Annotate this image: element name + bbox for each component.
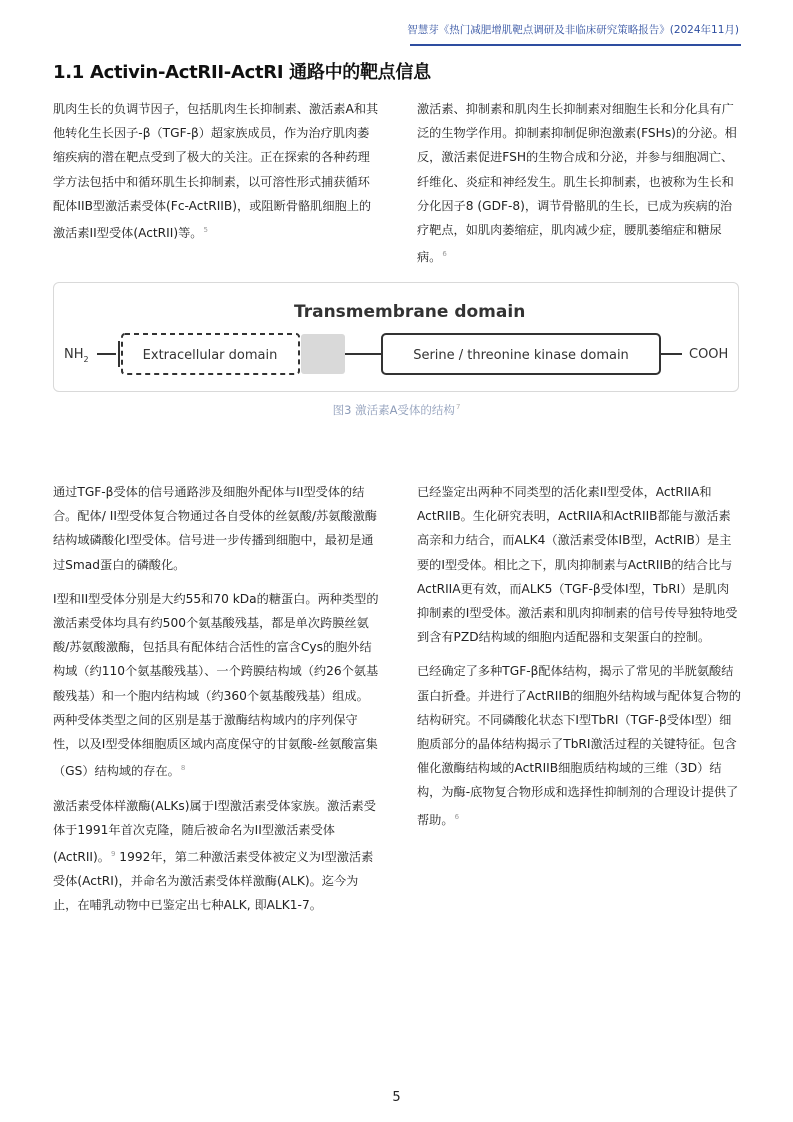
citation-ref: 8: [180, 764, 186, 773]
citation-ref: 7: [455, 403, 461, 412]
paragraph-text: 激活素受体样激酶(ALKs)属于I型激活素受体家族。激活素受体于1991年首次克隆，随后被命名为II型激活素受体(ActRII)。: [53, 798, 376, 864]
extracellular-domain-label: Extracellular domain: [142, 348, 278, 363]
page-header: [0, 0, 793, 50]
citation-ref: 6: [454, 812, 460, 821]
intro-right-paragraph: [417, 97, 741, 269]
paragraph-text: 已经鉴定出两种不同类型的活化素II型受体，ActRIIA和ActRIIB。生化研究表明，ActRIIA和ActRIIB都能与激活素高亲和力结合，而ALK4（激活素受体IB型，ActRIB）是主要的I型受体。相比之下，肌肉抑制素与ActRIIB的结合比与ActRIIA更有效，而ALK5（TGF-β受体I型，TbRI）是肌肉抑制素的I型受体。激活素和肌肉抑制素的信号传导独特地受到含有PZD结构域的细胞内适配器和支架蛋白的控制。: [417, 485, 738, 645]
n-terminus-label: $NH_2$: [64, 347, 89, 364]
citation-ref: 5: [203, 226, 208, 235]
paragraph-text: 1992年，第二种激活素受体被定义为I型激活素受体(ActRI)，并命名为激活素受体样激酶(ALK)。迄今为止，在哺乳动物中已鉴定出七种ALK, 即ALK1-7。: [53, 849, 374, 913]
header-title: 智慧芽《热门减肥增肌靶点调研及非临床研究策略报告》(2024年11月): [407, 24, 739, 36]
citation-ref: 9: [110, 849, 116, 858]
paragraph-text: 已经确定了多种TGF-β配体结构，揭示了常见的半胱氨酸结蛋白折叠。并进行了ActRIIB的细胞外结构域与配体复合物的结构研究。不同磷酸化状态下I型TbRI（TGF-β受体I型）细胞质部分的晶体结构揭示了TbRI激活过程的关键特征。包含催化激酶结构域的ActRIIB细胞质结构域的三维（3D）结构，为酶-底物复合物形成和选择性抑制剂的合理设计提供了帮助。: [417, 664, 741, 827]
paragraph-text: I型和II型受体分别是大约55和70 kDa的糖蛋白。两种类型的激活素受体均具有约500个氨基酸残基，都是单次跨膜丝氨酸/苏氨酸激酶，包括具有配体结合活性的富含Cys的胞外结构域（约110个氨基酸残基）、一个跨膜结构域（约26个氨基酸残基）和一个胞内结构域（约360个氨基酸残基）组成。两种受体类型之间的区别是基于激酶结构域内的序列保守性，以及I型受体细胞质区域内高度保守的甘氨酸-丝氨酸富集（GS）结构域的存在。: [53, 591, 379, 779]
figure-caption-text: 图3 激活素A受体的结构: [332, 403, 455, 417]
body-paragraph: [53, 587, 379, 784]
figure-caption: [0, 402, 793, 418]
c-terminus-label: COOH: [689, 347, 729, 362]
intro-right-text: 激活素、抑制素和肌肉生长抑制素对细胞生长和分化具有广泛的生物学作用。抑制素抑制促卵泡激素(FSHs)的分泌。相反，激活素促进FSH的生物合成和分泌，并参与细胞凋亡、纤维化、炎症和神经发生。肌生长抑制素，也被称为生长和分化因子8 (GDF-8)，调节骨骼肌的生长，已成为疾病的治疗靶点，如肌肉萎缩症，肌肉减少症，腰肌萎缩症和糖尿病。: [417, 102, 737, 265]
intro-left-column: [53, 97, 379, 245]
body-paragraph: [53, 794, 379, 918]
body-paragraph: [417, 659, 741, 831]
paragraph-text: 通过TGF-β受体的信号通路涉及细胞外配体与II型受体的结合。配体/ II型受体复合物通过各自受体的丝氨酸/苏氨酸激酶结构域磷酸化I型受体。信号进一步传播到细胞中，最初是通过Smad蛋白的磷酸化。: [53, 485, 377, 572]
receptor-structure-diagram: [54, 283, 740, 393]
body-right-column: [417, 480, 741, 832]
intro-right-column: [417, 97, 741, 269]
header-rule: [410, 44, 741, 46]
body-paragraph: [417, 480, 741, 649]
diagram-title: Transmembrane domain: [294, 302, 526, 322]
intro-left-paragraph: [53, 97, 379, 245]
receptor-structure-figure: [53, 282, 739, 392]
intro-left-text: 肌肉生长的负调节因子，包括肌肉生长抑制素、激活素A和其他转化生长因子-β（TGF-β）超家族成员，作为治疗肌肉萎缩疾病的潜在靶点受到了极大的关注。正在探索的各种药理学方法包括中和循环肌生长抑制素，以可溶性形式捕获循环配体IIB型激活素受体(Fc-ActRIIB)，或阻断骨骼肌细胞上的激活素II型受体(ActRII)等。: [53, 102, 379, 241]
transmembrane-domain-box: [301, 334, 345, 374]
body-left-column: [53, 480, 379, 918]
section-title: 1.1 Activin-ActRII-ActRI 通路中的靶点信息: [53, 62, 431, 83]
citation-ref: 6: [442, 250, 447, 259]
body-paragraph: [53, 480, 379, 577]
page-number: 5: [392, 1090, 401, 1105]
kinase-domain-label: Serine / threonine kinase domain: [413, 348, 629, 363]
